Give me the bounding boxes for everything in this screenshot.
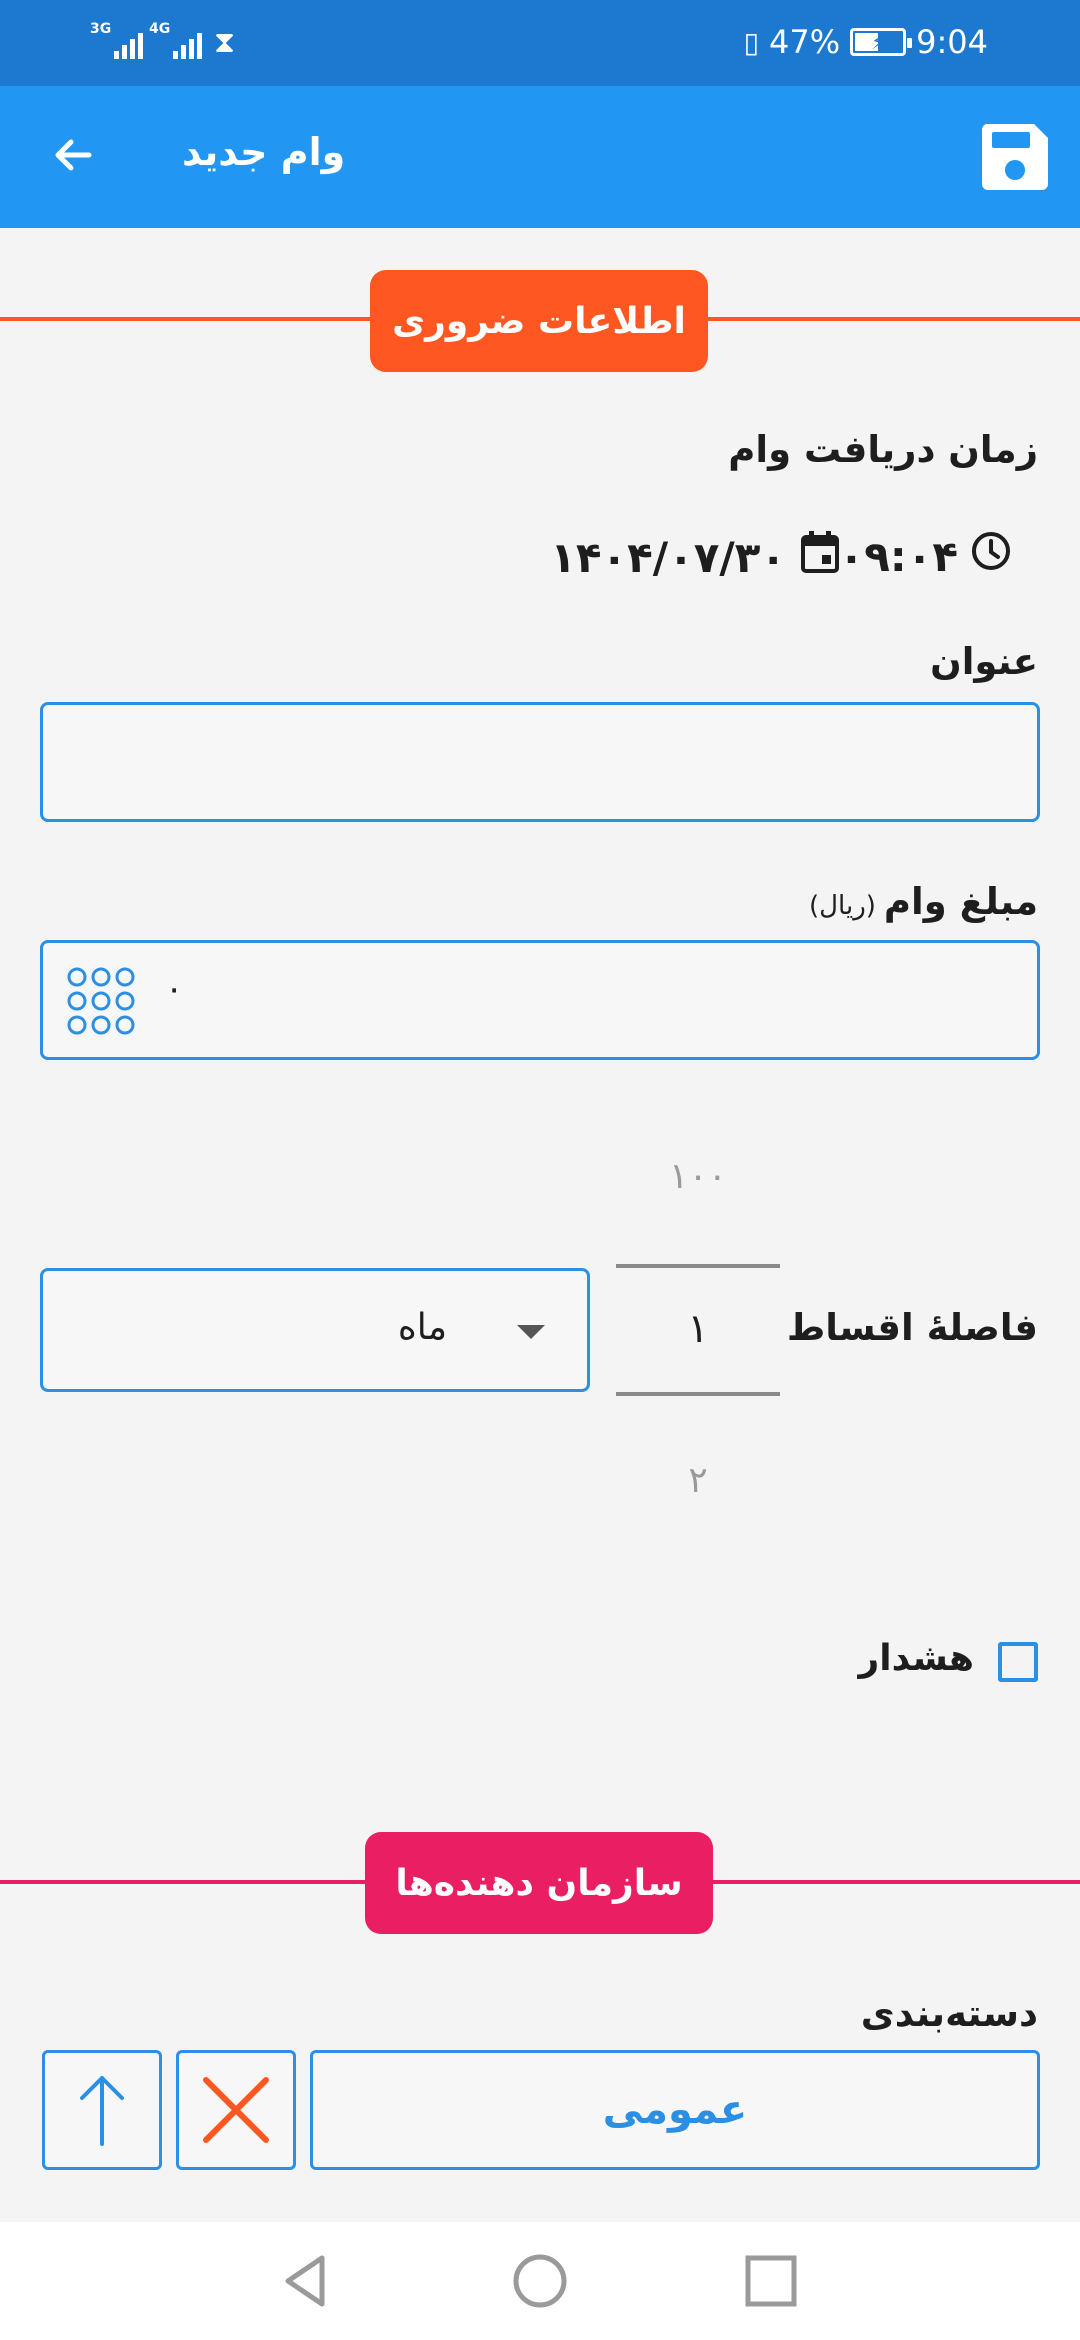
clock-time: 9:04 <box>916 23 988 61</box>
section-required-header: اطلاعات ضروری <box>370 270 708 372</box>
warning-label: هشدار <box>858 1638 974 1679</box>
app-bar <box>0 86 1080 228</box>
network-type-label: 3G <box>90 21 112 37</box>
network-type-label: 4G <box>149 21 171 37</box>
title-label: عنوان <box>930 640 1038 683</box>
category-label: دسته‌بندی <box>860 1992 1038 2035</box>
network-indicators <box>92 22 235 62</box>
status-right <box>744 18 988 66</box>
vibrate-icon: ▯ <box>743 25 760 59</box>
category-value: عمومی <box>602 2087 748 2133</box>
keypad-icon[interactable] <box>65 965 137 1037</box>
date-value: ۱۴۰۴/۰۷/۳۰ <box>550 532 786 582</box>
time-picker[interactable] <box>839 530 1012 582</box>
network-3g-signal <box>90 21 143 59</box>
page-title: وام جدید <box>182 130 346 174</box>
amount-field[interactable] <box>40 940 1040 1060</box>
nav-home-icon[interactable] <box>511 2252 569 2310</box>
status-bar <box>0 0 1080 86</box>
picker-next-value[interactable]: ۲ <box>688 1460 708 1501</box>
amount-unit: (ریال) <box>809 891 876 921</box>
arrow-up-icon[interactable] <box>42 2050 162 2170</box>
dropdown-value: ماه <box>397 1307 447 1348</box>
network-4g-signal <box>149 21 202 59</box>
close-icon[interactable] <box>176 2050 296 2170</box>
warning-checkbox[interactable] <box>998 1642 1038 1682</box>
amount-label-text: مبلغ وام <box>883 880 1038 923</box>
floppy-disk-icon[interactable] <box>978 120 1052 194</box>
picker-divider-top <box>616 1264 780 1268</box>
calendar-icon <box>800 530 840 584</box>
amount-value: ۰ <box>165 969 184 1009</box>
section-lenders-header: سازمان دهنده‌ها <box>365 1832 713 1934</box>
date-picker[interactable] <box>550 530 840 584</box>
picker-current-value[interactable]: ۱ <box>687 1306 709 1352</box>
system-nav-bar <box>0 2222 1080 2340</box>
battery-percent: 47% <box>769 23 841 61</box>
nav-back-icon[interactable] <box>278 2252 336 2310</box>
battery-icon: ⚡ <box>850 28 906 56</box>
arrow-left-icon[interactable] <box>40 122 106 188</box>
nav-recents-icon[interactable] <box>742 2252 800 2310</box>
clock-icon <box>970 530 1012 582</box>
amount-label <box>809 880 1038 923</box>
chevron-down-icon <box>517 1325 545 1339</box>
interval-unit-dropdown[interactable] <box>40 1268 590 1392</box>
title-input[interactable] <box>43 705 1037 819</box>
time-value: ۰۹:۰۴ <box>838 531 958 581</box>
picker-divider-bottom <box>616 1392 780 1396</box>
hourglass-icon: ⧗ <box>214 24 236 60</box>
picker-prev-value[interactable]: ۱۰۰ <box>668 1156 727 1197</box>
title-field[interactable] <box>40 702 1040 822</box>
category-selector-button[interactable] <box>310 2050 1040 2170</box>
installment-label: فاصلهٔ اقساط <box>786 1306 1038 1349</box>
receive-time-label: زمان دریافت وام <box>728 428 1038 471</box>
